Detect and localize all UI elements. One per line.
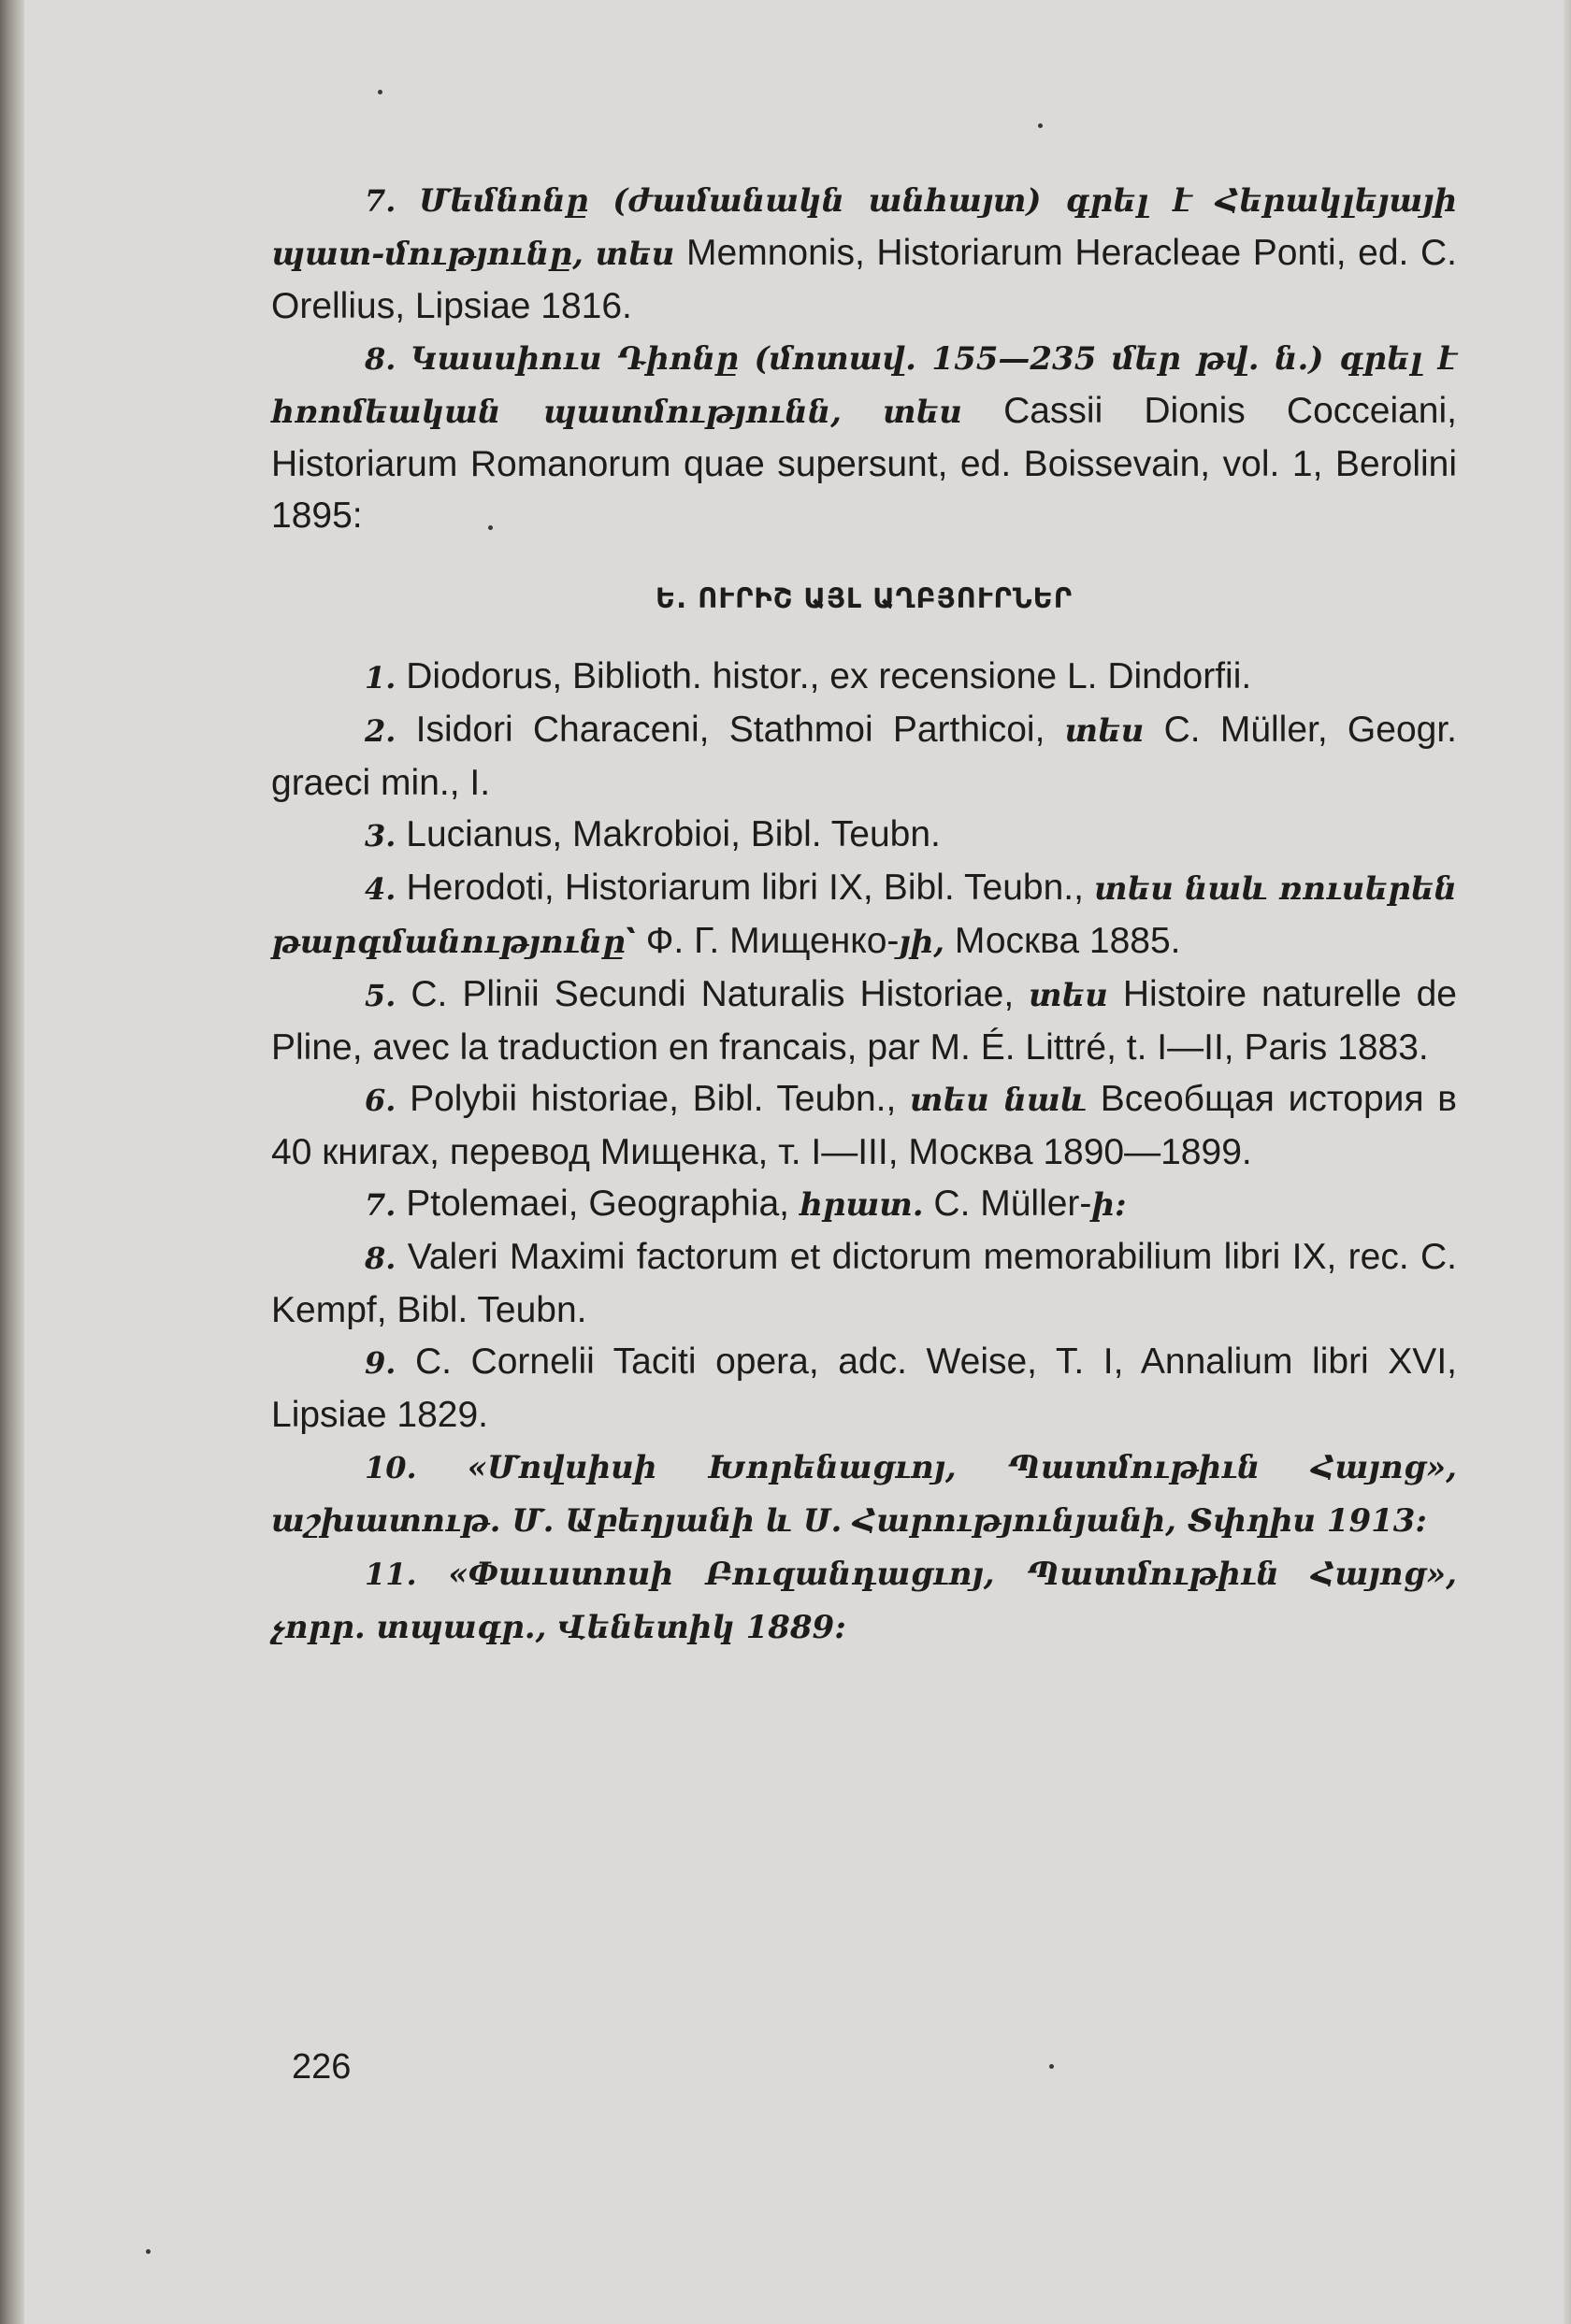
citation-text: Всеобщая история в 40 книгах, перевод Мищенка, т. I—III, Москва 1890—1899. [271,1079,1457,1172]
citation-text: Herodoti, Historiarum libri IX, Bibl. Teubn., [406,868,1095,908]
section-heading: Ե. ՈՒՐԻՇ ԱՅԼ ԱՂԲՅՈՒՐՆԵՐ [655,582,1074,614]
citation-text: Isidori Characeni, Stathmoi Parthicoi, [415,710,1065,750]
entry-number: 7. [365,183,396,219]
see-word: տես [883,394,962,431]
entry-number: 4. [365,871,396,907]
entry-number: 5. [365,978,396,1013]
entry-number: 8. [365,341,396,377]
citation-text: Ф. Г. Мищенко- [635,921,900,961]
source-entry-1 [271,651,1457,704]
citation-text: C. Plinii Secundi Naturalis Historiae, [411,974,1030,1014]
print-speck [1038,123,1043,128]
source-entry-8 [271,1231,1457,1336]
source-entry-5 [271,968,1457,1073]
page-edge [1564,0,1571,2324]
see-word: տես [1064,712,1145,750]
citation-text: Memnonis, Historiarum Heracleae Ponti, ed. C. Orellius, Lipsiae 1816. [271,233,1458,326]
citation-text: Ptolemaei, Geographia, [406,1184,800,1224]
source-entry-11 [271,1547,1457,1654]
entry-number: 11. [365,1557,417,1592]
armenian-citation: «Փաւստոսի Բուզանդացւոյ, Պատմութիւն Հայոց», չորր. տպագր., Վենետիկ 1889: [271,1556,1457,1646]
entry-number: 6. [365,1083,396,1118]
entry-number: 9. [365,1345,396,1381]
armenian-description: Մեմնոնը (ժամանակն անհայտ) գրել է Հերակլեյայի պատ-մությունը, [271,182,1457,273]
citation-text: C. Cornelii Taciti opera, adc. Weise, T. I, Annalium libri XVI, Lipsiae 1829. [271,1341,1457,1435]
source-entry-7 [271,1178,1457,1231]
source-entry-2 [271,704,1457,809]
source-entry-3 [271,809,1457,862]
see-word: տես [1029,977,1108,1014]
entry-number: 3. [365,818,396,854]
source-entry-4 [271,862,1457,968]
entry-number: 7. [365,1187,396,1223]
entry-number: 8. [365,1241,396,1276]
armenian-note: տես նաև ռուսերեն թարգմանությունը՝ [271,870,1457,961]
citation-text: Cassii Dionis Cocceiani, Historiarum Romanorum quae supersunt, ed. Boissevain, vol. 1, Berolini 1895: [271,391,1457,536]
page-number: 226 [292,2047,352,2087]
citation-text: Diodorus, Biblioth. histor., ex recensione L. Dindorfii. [406,656,1252,696]
armenian-suffix: յի, [899,924,945,961]
armenian-description: Կասսիուս Դիոնը (մոտավ. 155—235 մեր թվ. ն.) գրել է հռոմեական պատմությունն, [271,340,1457,431]
citation-text: C. Müller, Geogr. graeci min., I. [271,710,1458,803]
citation-text: Москва 1885. [944,921,1181,961]
edition-word: հրատ. [799,1186,924,1224]
source-entry-6 [271,1073,1457,1178]
armenian-note: տես նաև [910,1082,1088,1119]
armenian-citation: «Մովսիսի Խորենացւոյ, Պատմութիւն Հայոց», աշխատութ. Մ. Աբեղյանի և Ս. Հարությունյանի, Տփղիս 1913: [271,1449,1457,1540]
source-entry-9 [271,1336,1457,1441]
source-entry-top-8 [271,332,1457,541]
print-speck [1049,2064,1054,2069]
source-entry-10 [271,1441,1457,1547]
citation-text: Polybii historiae, Bibl. Teubn., [410,1079,911,1119]
entry-number: 2. [365,713,396,749]
armenian-suffix: ի: [1091,1186,1127,1224]
book-spine-shadow [0,0,24,2324]
citation-text: Valeri Maximi factorum et dictorum memorabilium libri IX, rec. C. Kempf, Bibl. Teubn. [271,1237,1457,1330]
citation-text: C. Müller- [923,1184,1092,1224]
entry-number: 10. [365,1450,417,1485]
print-speck [146,2249,151,2254]
print-speck [378,90,382,94]
citation-text: Lucianus, Makrobioi, Bibl. Teubn. [406,814,941,854]
entry-number: 1. [365,660,396,696]
citation-text: Histoire naturelle de Pline, avec la traduction en francais, par M. É. Littré, t. I—II, Paris 1883. [271,974,1458,1068]
source-entry-top-7 [271,174,1457,332]
bibliography-text [271,174,1457,1654]
see-word: տես [595,236,675,273]
